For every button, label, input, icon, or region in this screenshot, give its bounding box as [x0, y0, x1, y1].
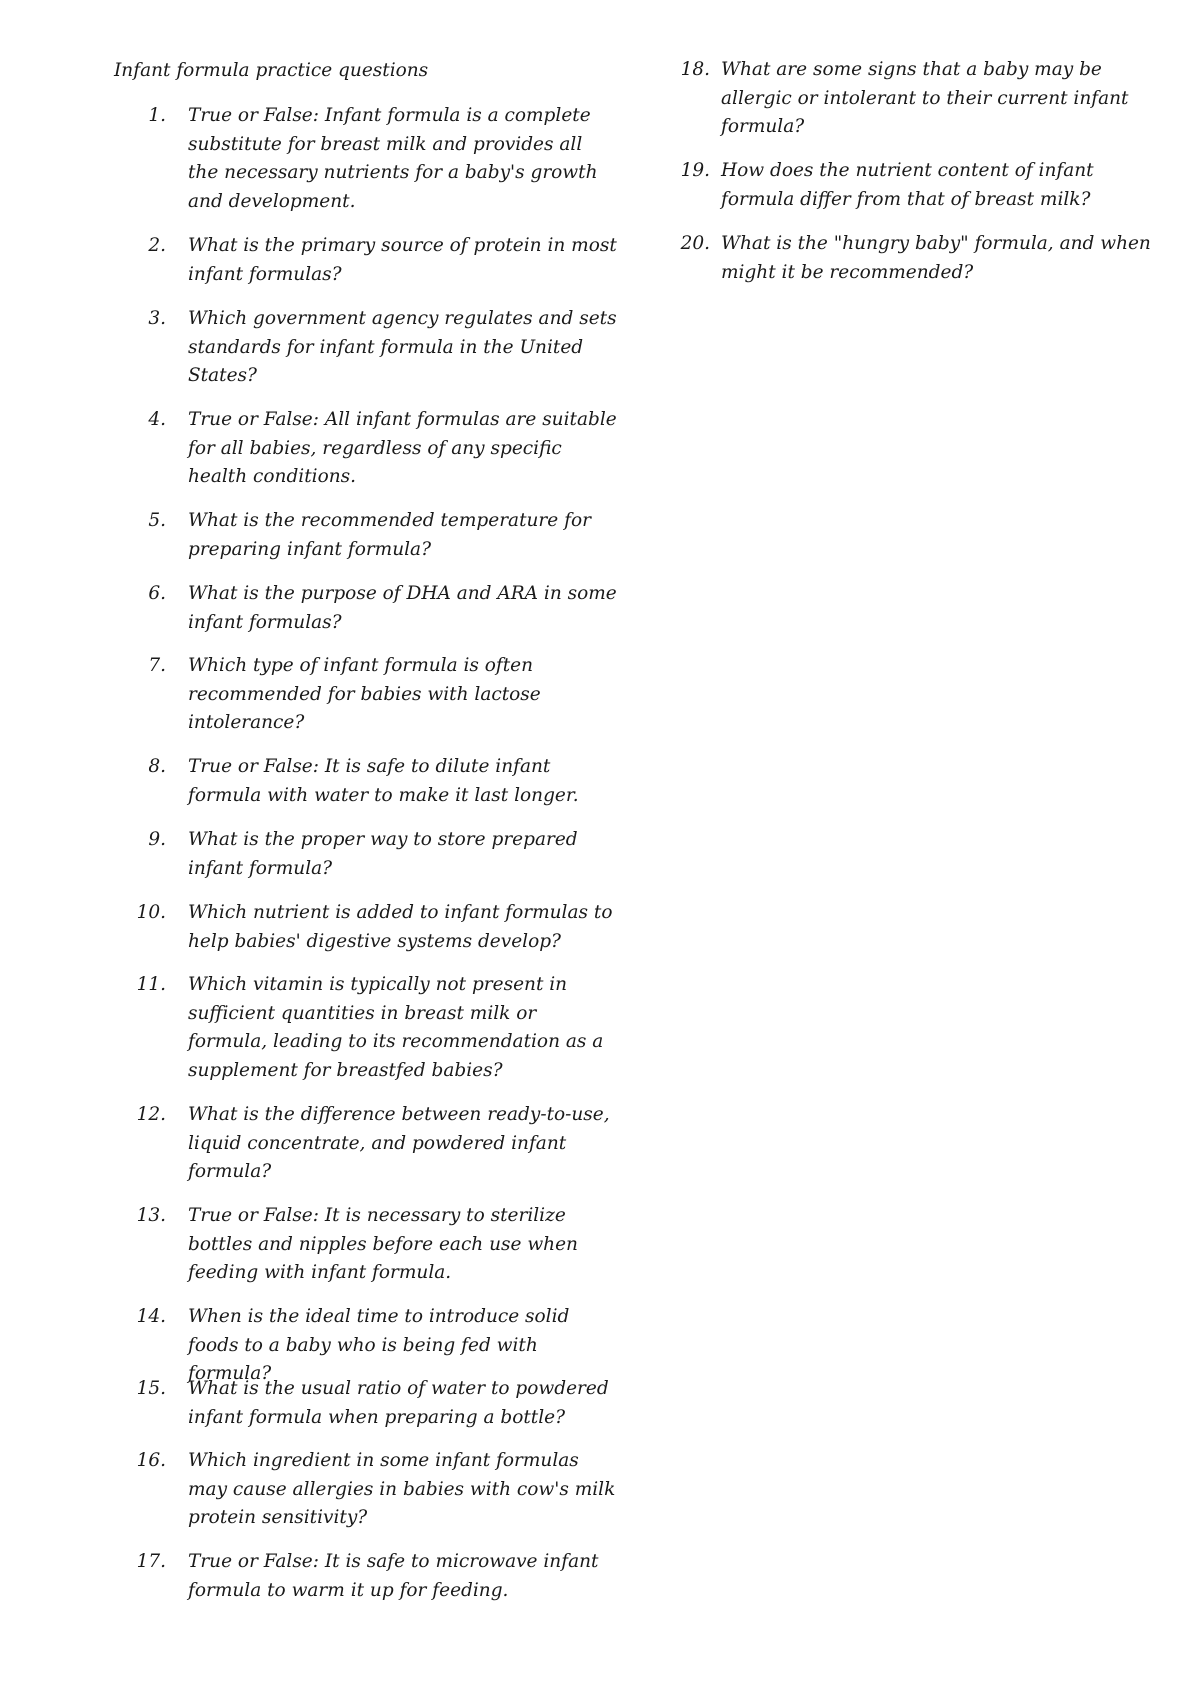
- question-text: What is the usual ratio of water to powdered infant formula when preparing a bottle?: [188, 1378, 609, 1428]
- question-text: What is the purpose of DHA and ARA in some infant formulas?: [188, 583, 617, 633]
- question-number: 17.: [136, 1551, 166, 1572]
- question-text: True or False: It is necessary to sterilize bottles and nipples before each use when feeding with infant formula.: [188, 1205, 578, 1283]
- question-text: How does the nutrient content of infant formula differ from that of breast milk?: [721, 160, 1094, 210]
- question-text: What is the primary source of protein in most infant formulas?: [188, 235, 617, 285]
- question-number: 7.: [148, 655, 166, 676]
- question-number: 1.: [148, 105, 166, 126]
- question-text: Which ingredient in some infant formulas may cause allergies in babies with cow's milk protein sensitivity?: [188, 1450, 616, 1528]
- question-number: 19.: [680, 160, 710, 181]
- question-number: 10.: [136, 902, 166, 923]
- question-number: 9.: [148, 829, 166, 850]
- question-text: What is the recommended temperature for preparing infant formula?: [188, 510, 591, 560]
- question-number: 20.: [680, 233, 710, 254]
- question-text: Which type of infant formula is often recommended for babies with lactose intolerance?: [188, 655, 541, 733]
- question-number: 18.: [680, 59, 710, 80]
- question-number: 3.: [148, 308, 166, 329]
- question-text: True or False: It is safe to dilute infant formula with water to make it last longer.: [188, 756, 579, 806]
- question-text: True or False: Infant formula is a complete substitute for breast milk and provides all the necessary nutrients for a baby's growth and development.: [188, 105, 598, 212]
- question-text: Which vitamin is typically not present in sufficient quantities in breast milk or formula, leading to its recommendation as a supplement for breastfed babies?: [188, 974, 604, 1081]
- question-text: When is the ideal time to introduce solid foods to a baby who is being fed with formula?: [188, 1306, 570, 1384]
- question-number: 14.: [136, 1306, 166, 1327]
- question-text: True or False: All infant formulas are suitable for all babies, regardless of any specific health conditions.: [188, 409, 617, 487]
- question-text: True or False: It is safe to microwave infant formula to warm it up for feeding.: [188, 1551, 599, 1601]
- question-number: 8.: [148, 756, 166, 777]
- question-number: 12.: [136, 1104, 166, 1125]
- question-text: Which nutrient is added to infant formulas to help babies' digestive systems develop?: [188, 902, 613, 952]
- question-text: What is the proper way to store prepared infant formula?: [188, 829, 578, 879]
- question-text: What are some signs that a baby may be allergic or intolerant to their current infant formula?: [721, 59, 1129, 137]
- question-number: 5.: [148, 510, 166, 531]
- question-number: 4.: [148, 409, 166, 430]
- question-text: Which government agency regulates and sets standards for infant formula in the United States?: [188, 308, 617, 386]
- question-number: 15.: [136, 1378, 166, 1399]
- question-number: 16.: [136, 1450, 166, 1471]
- question-text: What is the difference between ready-to-use, liquid concentrate, and powdered infant formula?: [188, 1104, 610, 1182]
- question-number: 11.: [136, 974, 166, 995]
- document-title: Infant formula practice questions: [114, 60, 429, 81]
- question-number: 6.: [148, 583, 166, 604]
- question-number: 2.: [148, 235, 166, 256]
- question-number: 13.: [136, 1205, 166, 1226]
- question-text: What is the "hungry baby" formula, and when might it be recommended?: [721, 233, 1151, 283]
